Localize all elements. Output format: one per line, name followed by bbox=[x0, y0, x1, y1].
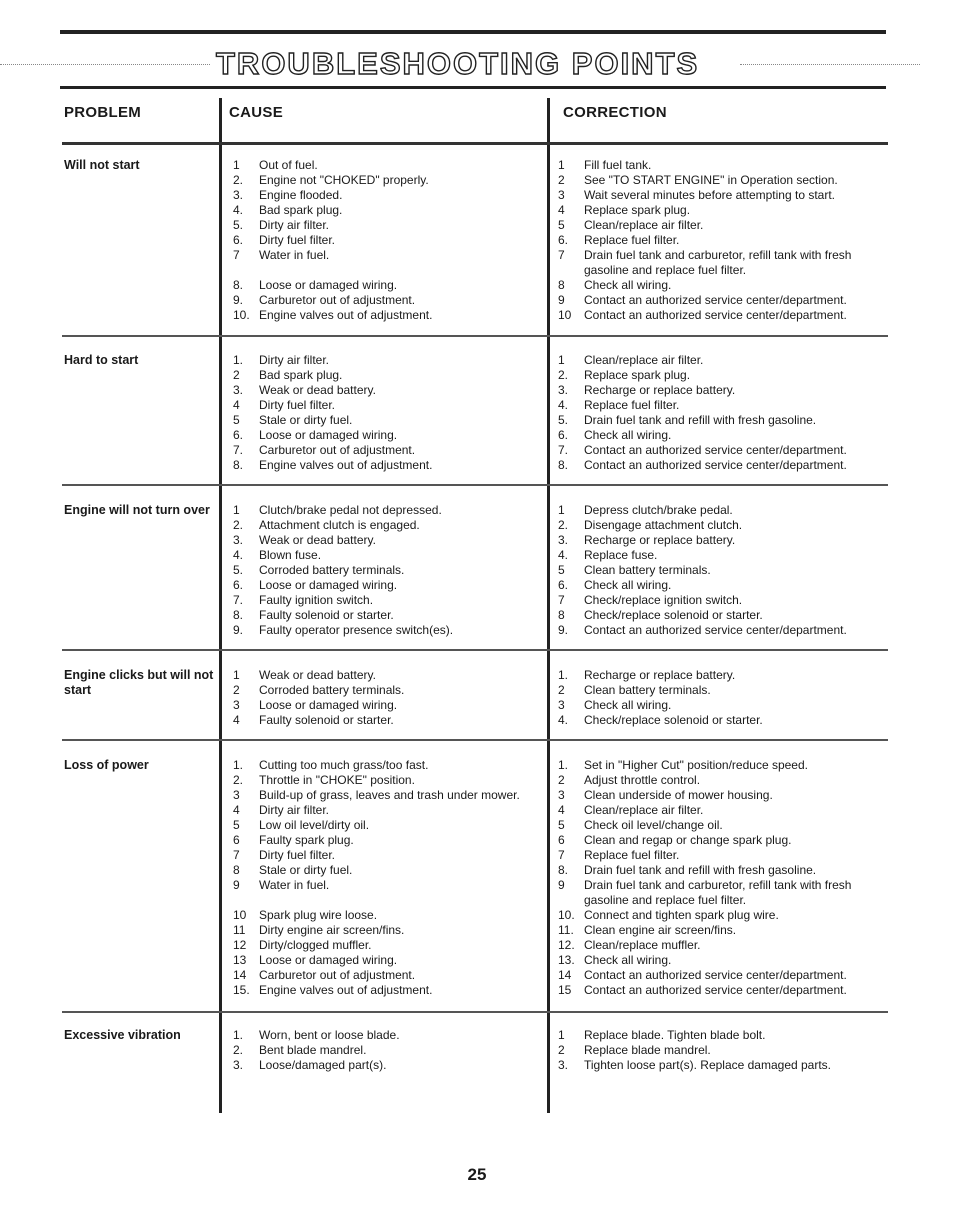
cause-spacer bbox=[233, 263, 538, 278]
title-underline bbox=[60, 86, 886, 89]
cause-item: 4. Bad spark plug. bbox=[233, 203, 343, 217]
correction-list-hard-to-start bbox=[558, 353, 878, 473]
correction-item: 8. Contact an authorized service center/department. bbox=[558, 458, 847, 472]
cause-item: 8. Loose or damaged wiring. bbox=[233, 278, 398, 292]
cause-list-excessive-vibration bbox=[233, 1028, 538, 1073]
correction-item: 6. Check all wiring. bbox=[558, 428, 672, 442]
cause-item: 7. Faulty ignition switch. bbox=[233, 593, 374, 607]
correction-item: 7 Drain fuel tank and carburetor, refill tank with fresh gasoline and replace fuel filter. bbox=[558, 248, 852, 277]
problem-excessive-vibration: Excessive vibration bbox=[64, 1028, 181, 1042]
correction-item: 6. Replace fuel filter. bbox=[558, 233, 680, 247]
correction-item: 2. Replace spark plug. bbox=[558, 368, 691, 382]
cause-item: 8. Engine valves out of adjustment. bbox=[233, 458, 433, 472]
cause-item: 4 Faulty solenoid or starter. bbox=[233, 713, 394, 727]
problem-engine-will-not-turn-over: Engine will not turn over bbox=[64, 503, 210, 517]
cause-item: 3. Loose/damaged part(s). bbox=[233, 1058, 387, 1072]
cause-item: 1 Clutch/brake pedal not depressed. bbox=[233, 503, 442, 517]
cause-item: 9 Water in fuel. bbox=[233, 878, 330, 892]
header-correction: CORRECTION bbox=[563, 104, 667, 121]
top-rule bbox=[60, 30, 886, 34]
correction-item: 4 Clean/replace air filter. bbox=[558, 803, 704, 817]
cause-item: 7 Water in fuel. bbox=[233, 248, 330, 262]
page-number: 25 bbox=[467, 1165, 487, 1184]
column-divider-right bbox=[547, 98, 550, 1113]
cause-item: 1 Out of fuel. bbox=[233, 158, 318, 172]
correction-item: 4 Replace spark plug. bbox=[558, 203, 691, 217]
cause-list-hard-to-start bbox=[233, 353, 538, 473]
cause-item: 1. Dirty air filter. bbox=[233, 353, 330, 367]
cause-item: 9. Carburetor out of adjustment. bbox=[233, 293, 416, 307]
correction-item: 7 Replace fuel filter. bbox=[558, 848, 680, 862]
correction-item: 5 Clean battery terminals. bbox=[558, 563, 711, 577]
correction-item: 1 Clean/replace air filter. bbox=[558, 353, 704, 367]
cause-item: 2 Corroded battery terminals. bbox=[233, 683, 405, 697]
correction-item: 14 Contact an authorized service center/department. bbox=[558, 968, 847, 982]
cause-item: 6. Loose or damaged wiring. bbox=[233, 578, 398, 592]
correction-item: 7 Check/replace ignition switch. bbox=[558, 593, 743, 607]
title-dotted-rule-left bbox=[0, 64, 210, 65]
correction-list-engine-will-not-turn-over bbox=[558, 503, 878, 638]
correction-item: 8. Drain fuel tank and refill with fresh gasoline. bbox=[558, 863, 817, 877]
cause-list-loss-of-power bbox=[233, 758, 538, 998]
correction-list-excessive-vibration bbox=[558, 1028, 878, 1073]
cause-item: 7. Carburetor out of adjustment. bbox=[233, 443, 416, 457]
correction-item: 4. Replace fuel filter. bbox=[558, 398, 680, 412]
cause-item: 4. Blown fuse. bbox=[233, 548, 322, 562]
correction-item: 11. Clean engine air screen/fins. bbox=[558, 923, 737, 937]
cause-item: 14 Carburetor out of adjustment. bbox=[233, 968, 416, 982]
correction-item: 2 See "TO START ENGINE" in Operation section. bbox=[558, 173, 838, 187]
correction-item: 3 Clean underside of mower housing. bbox=[558, 788, 773, 802]
correction-item: 3 Wait several minutes before attempting to start. bbox=[558, 188, 835, 202]
correction-item: 2 Adjust throttle control. bbox=[558, 773, 701, 787]
cause-item: 6 Faulty spark plug. bbox=[233, 833, 354, 847]
cause-item: 9. Faulty operator presence switch(es). bbox=[233, 623, 454, 637]
correction-list-will-not-start bbox=[558, 158, 878, 323]
correction-item: 9 Drain fuel tank and carburetor, refill tank with fresh gasoline and replace fuel filter. bbox=[558, 878, 852, 907]
correction-item: 6. Check all wiring. bbox=[558, 578, 672, 592]
correction-item: 9. Contact an authorized service center/department. bbox=[558, 623, 847, 637]
correction-item: 5 Clean/replace air filter. bbox=[558, 218, 704, 232]
cause-item: 1 Weak or dead battery. bbox=[233, 668, 376, 682]
cause-item: 1. Cutting too much grass/too fast. bbox=[233, 758, 429, 772]
correction-item: 3. Recharge or replace battery. bbox=[558, 533, 736, 547]
cause-item: 2 Bad spark plug. bbox=[233, 368, 343, 382]
section-rule bbox=[62, 739, 888, 741]
problem-loss-of-power: Loss of power bbox=[64, 758, 149, 772]
cause-item: 3. Weak or dead battery. bbox=[233, 533, 376, 547]
correction-list-loss-of-power bbox=[558, 758, 878, 998]
correction-item: 2 Replace blade mandrel. bbox=[558, 1043, 711, 1057]
cause-item: 5 Stale or dirty fuel. bbox=[233, 413, 353, 427]
title-dotted-rule-right bbox=[740, 64, 920, 65]
correction-item: 2 Clean battery terminals. bbox=[558, 683, 711, 697]
correction-item: 4. Replace fuse. bbox=[558, 548, 658, 562]
correction-item: 1. Set in "Higher Cut" position/reduce speed. bbox=[558, 758, 808, 772]
correction-item: 3 Check all wiring. bbox=[558, 698, 672, 712]
cause-item: 4 Dirty air filter. bbox=[233, 803, 330, 817]
cause-item: 2. Bent blade mandrel. bbox=[233, 1043, 367, 1057]
correction-item: 3. Recharge or replace battery. bbox=[558, 383, 736, 397]
correction-item: 15 Contact an authorized service center/department. bbox=[558, 983, 847, 997]
correction-item: 8 Check all wiring. bbox=[558, 278, 672, 292]
correction-item: 5. Drain fuel tank and refill with fresh gasoline. bbox=[558, 413, 817, 427]
cause-item: 3. Engine flooded. bbox=[233, 188, 343, 202]
cause-item: 11 Dirty engine air screen/fins. bbox=[233, 923, 405, 937]
cause-item: 2. Engine not "CHOKED" properly. bbox=[233, 173, 429, 187]
header-rule bbox=[62, 142, 888, 145]
correction-item: 10 Contact an authorized service center/department. bbox=[558, 308, 847, 322]
header-cause: CAUSE bbox=[229, 104, 284, 121]
correction-item: 10. Connect and tighten spark plug wire. bbox=[558, 908, 779, 922]
cause-spacer bbox=[233, 893, 538, 908]
correction-item: 1 Depress clutch/brake pedal. bbox=[558, 503, 733, 517]
correction-item: 12. Clean/replace muffler. bbox=[558, 938, 701, 952]
cause-item: 10. Engine valves out of adjustment. bbox=[233, 308, 433, 322]
correction-item: 7. Contact an authorized service center/department. bbox=[558, 443, 847, 457]
cause-item: 6. Loose or damaged wiring. bbox=[233, 428, 398, 442]
cause-item: 5 Low oil level/dirty oil. bbox=[233, 818, 370, 832]
correction-item: 1 Fill fuel tank. bbox=[558, 158, 652, 172]
correction-item: 5 Check oil level/change oil. bbox=[558, 818, 723, 832]
correction-item: 4. Check/replace solenoid or starter. bbox=[558, 713, 763, 727]
correction-item: 6 Clean and regap or change spark plug. bbox=[558, 833, 792, 847]
correction-list-engine-clicks bbox=[558, 668, 878, 728]
correction-item: 8 Check/replace solenoid or starter. bbox=[558, 608, 763, 622]
cause-item: 13 Loose or damaged wiring. bbox=[233, 953, 398, 967]
section-rule bbox=[62, 1011, 888, 1013]
cause-item: 7 Dirty fuel filter. bbox=[233, 848, 336, 862]
section-rule bbox=[62, 335, 888, 337]
section-rule bbox=[62, 484, 888, 486]
problem-engine-clicks-but-will-not-start: Engine clicks but will not start bbox=[64, 668, 214, 697]
cause-list-will-not-start bbox=[233, 158, 538, 323]
cause-item: 5. Corroded battery terminals. bbox=[233, 563, 405, 577]
cause-item: 1. Worn, bent or loose blade. bbox=[233, 1028, 400, 1042]
cause-item: 6. Dirty fuel filter. bbox=[233, 233, 336, 247]
correction-item: 13. Check all wiring. bbox=[558, 953, 672, 967]
correction-item: 9 Contact an authorized service center/department. bbox=[558, 293, 847, 307]
cause-item: 3 Loose or damaged wiring. bbox=[233, 698, 398, 712]
cause-list-engine-clicks bbox=[233, 668, 538, 728]
cause-item: 2. Throttle in "CHOKE" position. bbox=[233, 773, 415, 787]
section-rule bbox=[62, 649, 888, 651]
header-problem: PROBLEM bbox=[64, 104, 142, 121]
correction-item: 1 Replace blade. Tighten blade bolt. bbox=[558, 1028, 766, 1042]
cause-item: 3 Build-up of grass, leaves and trash under mower. bbox=[233, 788, 520, 802]
problem-will-not-start: Will not start bbox=[64, 158, 140, 172]
cause-item: 8 Stale or dirty fuel. bbox=[233, 863, 353, 877]
cause-item: 8. Faulty solenoid or starter. bbox=[233, 608, 394, 622]
correction-item: 1. Recharge or replace battery. bbox=[558, 668, 736, 682]
correction-item: 3. Tighten loose part(s). Replace damaged parts. bbox=[558, 1058, 832, 1072]
cause-item: 5. Dirty air filter. bbox=[233, 218, 330, 232]
cause-item: 15. Engine valves out of adjustment. bbox=[233, 983, 433, 997]
cause-item: 10 Spark plug wire loose. bbox=[233, 908, 378, 922]
problem-hard-to-start: Hard to start bbox=[64, 353, 139, 367]
cause-item: 12 Dirty/clogged muffler. bbox=[233, 938, 372, 952]
cause-item: 3. Weak or dead battery. bbox=[233, 383, 376, 397]
title-band bbox=[0, 44, 954, 84]
column-divider-left bbox=[219, 98, 222, 1113]
cause-item: 2. Attachment clutch is engaged. bbox=[233, 518, 420, 532]
correction-item: 2. Disengage attachment clutch. bbox=[558, 518, 743, 532]
page-title: TROUBLESHOOTING POINTS bbox=[216, 46, 700, 81]
cause-item: 4 Dirty fuel filter. bbox=[233, 398, 336, 412]
cause-list-engine-will-not-turn-over bbox=[233, 503, 538, 638]
